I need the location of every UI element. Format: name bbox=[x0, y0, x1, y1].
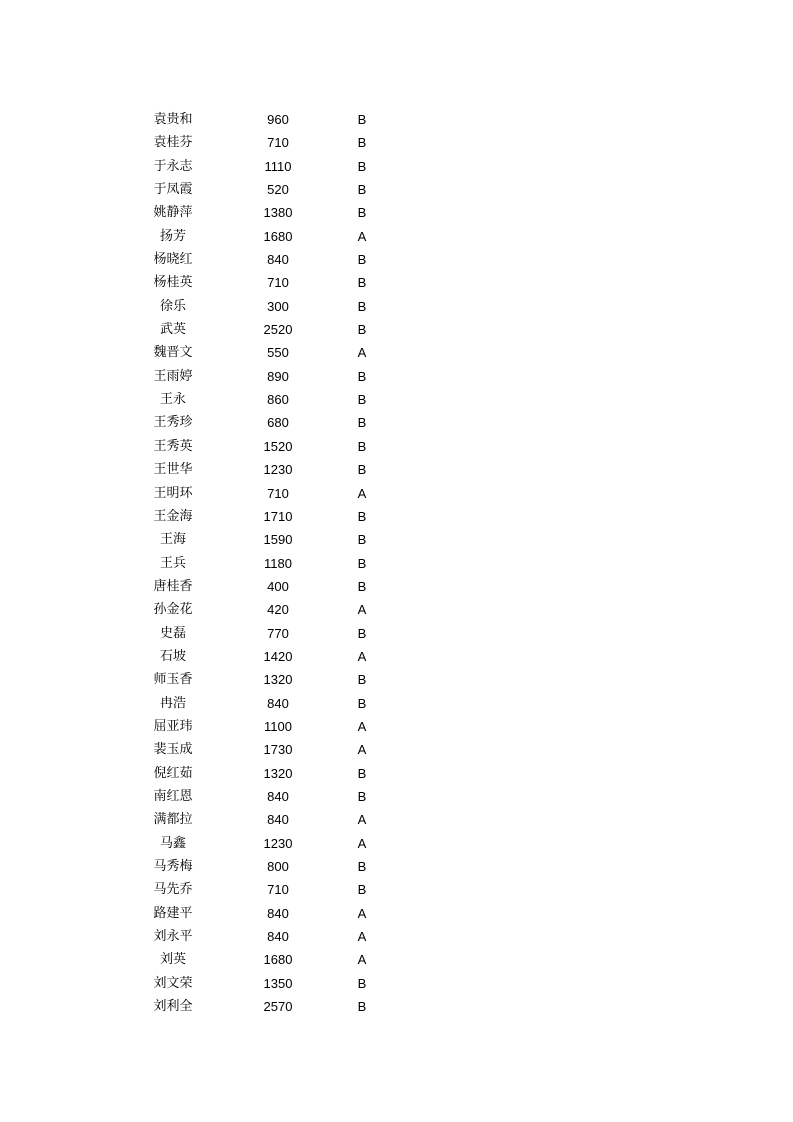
table-row bbox=[0, 902, 793, 925]
amount-cell: 840 bbox=[267, 905, 289, 921]
table-row bbox=[0, 108, 793, 131]
name-cell: 袁桂芬 bbox=[153, 135, 193, 151]
table-row bbox=[0, 972, 793, 995]
amount-cell: 840 bbox=[267, 252, 289, 268]
name-cell: 魏晋文 bbox=[153, 345, 193, 361]
grade-cell: B bbox=[357, 882, 367, 898]
table-row bbox=[0, 365, 793, 388]
table-row bbox=[0, 271, 793, 294]
amount-cell: 2520 bbox=[263, 322, 293, 338]
name-cell: 姚静萍 bbox=[153, 205, 193, 221]
grade-cell: B bbox=[357, 368, 367, 384]
name-cell: 袁贵和 bbox=[153, 112, 193, 127]
name-cell: 马秀梅 bbox=[153, 859, 193, 874]
grade-cell: B bbox=[357, 252, 367, 268]
grade-cell: A bbox=[357, 742, 367, 758]
amount-cell: 1350 bbox=[263, 975, 293, 991]
grade-cell: A bbox=[357, 485, 367, 501]
grade-cell: B bbox=[357, 322, 367, 338]
table-row bbox=[0, 855, 793, 878]
grade-cell: B bbox=[357, 182, 367, 198]
grade-cell: B bbox=[357, 275, 367, 291]
name-cell: 满都拉 bbox=[153, 812, 193, 828]
amount-cell: 1380 bbox=[263, 205, 293, 221]
table-row bbox=[0, 785, 793, 808]
amount-cell: 1230 bbox=[263, 835, 293, 851]
table-row bbox=[0, 131, 793, 154]
amount-cell: 300 bbox=[267, 298, 289, 314]
amount-cell: 800 bbox=[267, 859, 289, 874]
table-row bbox=[0, 692, 793, 715]
amount-cell: 550 bbox=[267, 345, 289, 361]
amount-cell: 1110 bbox=[264, 158, 292, 174]
table-row bbox=[0, 435, 793, 458]
name-cell: 屈亚玮 bbox=[153, 718, 193, 734]
amount-cell: 520 bbox=[267, 182, 289, 198]
amount-cell: 1320 bbox=[263, 672, 293, 688]
name-cell: 倪红茹 bbox=[153, 765, 193, 781]
grade-cell: A bbox=[357, 929, 367, 945]
amount-cell: 1730 bbox=[263, 742, 293, 758]
table-row bbox=[0, 482, 793, 505]
name-cell: 王雨婷 bbox=[153, 368, 193, 384]
amount-cell: 710 bbox=[267, 882, 289, 898]
amount-cell: 680 bbox=[267, 415, 289, 431]
amount-cell: 840 bbox=[267, 788, 289, 804]
name-cell: 王永 bbox=[159, 392, 186, 408]
table-row bbox=[0, 458, 793, 481]
amount-cell: 1180 bbox=[264, 555, 292, 571]
name-cell: 刘文荣 bbox=[153, 975, 193, 991]
grade-cell: A bbox=[357, 228, 367, 244]
name-cell: 王海 bbox=[159, 532, 186, 548]
table-row bbox=[0, 552, 793, 575]
grade-cell: B bbox=[357, 555, 367, 571]
name-cell: 杨晓红 bbox=[153, 252, 193, 268]
amount-cell: 1680 bbox=[263, 228, 293, 244]
amount-cell: 400 bbox=[267, 578, 289, 594]
table-row bbox=[0, 925, 793, 948]
table-row bbox=[0, 318, 793, 341]
grade-cell: A bbox=[357, 602, 367, 618]
name-cell: 王兵 bbox=[159, 555, 186, 571]
amount-cell: 1680 bbox=[263, 952, 293, 968]
grade-cell: A bbox=[357, 952, 367, 968]
grade-cell: B bbox=[357, 205, 367, 221]
grade-cell: B bbox=[357, 438, 367, 454]
grade-cell: B bbox=[357, 392, 367, 408]
name-cell: 刘利全 bbox=[153, 999, 193, 1015]
amount-cell: 710 bbox=[267, 275, 289, 291]
name-cell: 裴玉成 bbox=[153, 742, 193, 758]
name-cell: 武英 bbox=[159, 322, 186, 338]
amount-cell: 960 bbox=[267, 112, 289, 127]
grade-cell: A bbox=[357, 812, 367, 828]
name-cell: 孙金花 bbox=[153, 602, 193, 618]
table-row bbox=[0, 715, 793, 738]
name-cell: 马鑫 bbox=[159, 835, 186, 851]
name-cell: 王秀英 bbox=[153, 438, 193, 454]
name-cell: 扬芳 bbox=[159, 228, 186, 244]
name-cell: 杨桂英 bbox=[153, 275, 193, 291]
grade-cell: B bbox=[357, 415, 367, 431]
name-cell: 王秀珍 bbox=[153, 415, 193, 431]
grade-cell: B bbox=[357, 532, 367, 548]
table-row bbox=[0, 738, 793, 761]
grade-cell: B bbox=[357, 788, 367, 804]
name-cell: 刘永平 bbox=[153, 929, 193, 945]
data-table bbox=[0, 108, 793, 1018]
name-cell: 马先乔 bbox=[153, 882, 193, 898]
grade-cell: B bbox=[357, 298, 367, 314]
table-row bbox=[0, 505, 793, 528]
name-cell: 刘英 bbox=[159, 952, 186, 968]
grade-cell: B bbox=[357, 765, 367, 781]
amount-cell: 1710 bbox=[263, 508, 293, 524]
name-cell: 冉浩 bbox=[159, 695, 186, 711]
name-cell: 于凤霞 bbox=[153, 182, 193, 198]
table-row bbox=[0, 411, 793, 434]
grade-cell: B bbox=[357, 999, 367, 1015]
table-row bbox=[0, 155, 793, 178]
name-cell: 王金海 bbox=[153, 508, 193, 524]
amount-cell: 840 bbox=[267, 695, 289, 711]
amount-cell: 1100 bbox=[264, 718, 292, 734]
table-row bbox=[0, 808, 793, 831]
amount-cell: 710 bbox=[267, 135, 289, 151]
grade-cell: B bbox=[357, 625, 367, 641]
grade-cell: B bbox=[357, 462, 367, 478]
name-cell: 石坡 bbox=[159, 648, 186, 664]
name-cell: 王明环 bbox=[153, 485, 193, 501]
table-row bbox=[0, 295, 793, 318]
grade-cell: A bbox=[357, 718, 367, 734]
grade-cell: B bbox=[357, 975, 367, 991]
grade-cell: B bbox=[357, 859, 367, 874]
grade-cell: A bbox=[357, 905, 367, 921]
amount-cell: 840 bbox=[267, 812, 289, 828]
table-row bbox=[0, 575, 793, 598]
grade-cell: B bbox=[357, 578, 367, 594]
amount-cell: 840 bbox=[267, 929, 289, 945]
grade-cell: A bbox=[357, 345, 367, 361]
table-row bbox=[0, 528, 793, 551]
grade-cell: A bbox=[357, 648, 367, 664]
table-row bbox=[0, 248, 793, 271]
grade-cell: B bbox=[357, 135, 367, 151]
table-row bbox=[0, 832, 793, 855]
table-row bbox=[0, 598, 793, 621]
name-cell: 王世华 bbox=[153, 462, 193, 478]
amount-cell: 1420 bbox=[263, 648, 293, 664]
table-row bbox=[0, 201, 793, 224]
table-row bbox=[0, 341, 793, 364]
table-row bbox=[0, 668, 793, 691]
name-cell: 路建平 bbox=[153, 905, 193, 921]
grade-cell: B bbox=[357, 112, 367, 127]
amount-cell: 2570 bbox=[263, 999, 293, 1015]
amount-cell: 1230 bbox=[263, 462, 293, 478]
amount-cell: 420 bbox=[267, 602, 289, 618]
table-row bbox=[0, 388, 793, 411]
table-row bbox=[0, 622, 793, 645]
amount-cell: 1320 bbox=[263, 765, 293, 781]
table-row bbox=[0, 948, 793, 971]
grade-cell: B bbox=[357, 695, 367, 711]
name-cell: 于永志 bbox=[153, 158, 193, 174]
name-cell: 史磊 bbox=[159, 625, 186, 641]
amount-cell: 1590 bbox=[263, 532, 293, 548]
amount-cell: 860 bbox=[267, 392, 289, 408]
name-cell: 徐乐 bbox=[159, 298, 186, 314]
name-cell: 南红恩 bbox=[153, 788, 193, 804]
table-row bbox=[0, 645, 793, 668]
amount-cell: 770 bbox=[267, 625, 289, 641]
table-row bbox=[0, 995, 793, 1018]
table-row bbox=[0, 225, 793, 248]
table-row bbox=[0, 178, 793, 201]
amount-cell: 710 bbox=[267, 485, 289, 501]
amount-cell: 1520 bbox=[263, 438, 293, 454]
table-row bbox=[0, 878, 793, 901]
name-cell: 师玉香 bbox=[153, 672, 193, 688]
grade-cell: B bbox=[357, 158, 367, 174]
grade-cell: B bbox=[357, 672, 367, 688]
grade-cell: B bbox=[357, 508, 367, 524]
grade-cell: A bbox=[357, 835, 367, 851]
table-row bbox=[0, 762, 793, 785]
name-cell: 唐桂香 bbox=[153, 578, 193, 594]
amount-cell: 890 bbox=[267, 368, 289, 384]
